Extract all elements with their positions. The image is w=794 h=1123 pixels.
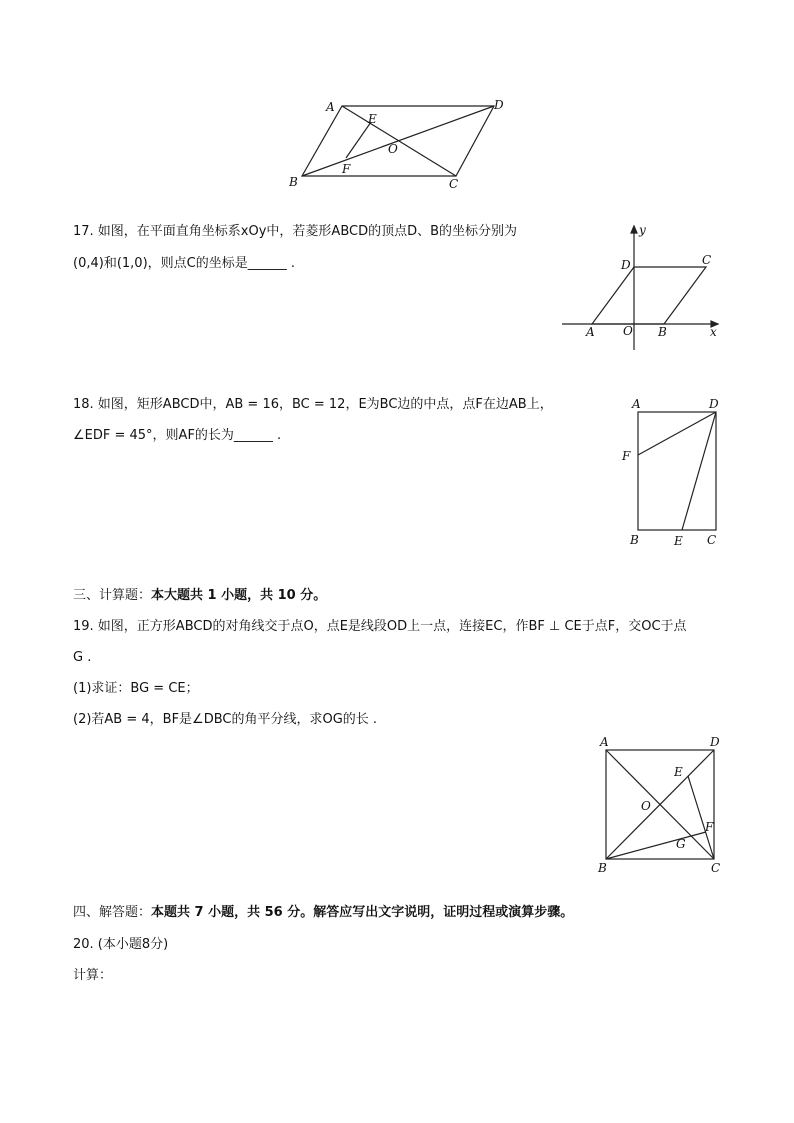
label-e: E <box>674 765 683 779</box>
label-y: y <box>639 223 646 237</box>
q19-part1: (1)求证：BG = CE； <box>73 681 199 696</box>
label-d: D <box>710 735 720 749</box>
label-b: B <box>289 175 298 189</box>
label-f: F <box>705 820 714 834</box>
label-e: E <box>674 534 683 548</box>
label-d: D <box>494 98 504 112</box>
label-g: G <box>676 837 686 851</box>
label-f: F <box>622 449 631 463</box>
diagonal-ac <box>342 106 456 176</box>
section4-heading <box>73 903 573 923</box>
parallelogram-figure <box>280 95 520 195</box>
q19-square-figure <box>592 731 732 881</box>
q20-line2: 计算： <box>73 968 113 983</box>
q19-part2: (2)若AB = 4，BF是∠DBC的角平分线，求OG的长 . <box>73 712 378 727</box>
label-d: D <box>709 397 719 411</box>
q18-line2: ∠EDF = 45°，则AF的长为______ . <box>73 428 282 443</box>
section3-heading <box>73 586 326 606</box>
q17-line2: (0,4)和(1,0)，则点C的坐标是______ . <box>73 256 295 271</box>
section4-prefix: 四、解答题： <box>73 905 152 920</box>
label-b: B <box>598 861 607 875</box>
section3-text: 本大题共 1 小题，共 10 分。 <box>151 588 327 603</box>
label-d: D <box>621 258 631 272</box>
label-a: A <box>632 397 641 411</box>
label-a: A <box>586 325 595 339</box>
y-axis-arrow <box>631 226 637 233</box>
label-c: C <box>702 253 712 267</box>
q17-line1: 17. 如图，在平面直角坐标系xOy中，若菱形ABCD的顶点D、B的坐标分别为 <box>73 224 518 239</box>
label-e: E <box>368 112 377 126</box>
segment-bf <box>606 832 706 859</box>
label-a: A <box>600 735 609 749</box>
rhombus-outline <box>592 267 706 324</box>
label-b: B <box>630 533 639 547</box>
rectangle-outline <box>638 412 716 530</box>
label-x: x <box>710 325 717 339</box>
label-a: A <box>326 100 335 114</box>
label-c: C <box>449 177 459 191</box>
q19-line1: 19. 如图，正方形ABCD的对角线交于点O，点E是线段OD上一点，连接EC，作BF ⊥ CE于点F，交OC于点 <box>73 619 687 634</box>
label-o: O <box>623 324 633 338</box>
q18-rectangle-figure <box>614 392 729 552</box>
section4-text: 本题共 7 小题，共 56 分。解答应写出文字说明，证明过程或演算步骤。 <box>151 905 574 920</box>
label-o: O <box>388 142 398 156</box>
q18-line1: 18. 如图，矩形ABCD中，AB = 16，BC = 12，E为BC边的中点，点F在边AB上， <box>73 397 553 412</box>
segment-de <box>682 412 716 530</box>
q19-line2: G . <box>73 650 92 665</box>
segment-df <box>638 412 716 455</box>
q20-line1: 20. (本小题8分) <box>73 937 169 952</box>
label-o: O <box>641 799 651 813</box>
label-c: C <box>707 533 717 547</box>
label-f: F <box>342 162 351 176</box>
section3-prefix: 三、计算题： <box>73 588 152 603</box>
label-c: C <box>711 861 721 875</box>
label-b: B <box>658 325 667 339</box>
q17-coordinate-figure <box>558 222 728 352</box>
